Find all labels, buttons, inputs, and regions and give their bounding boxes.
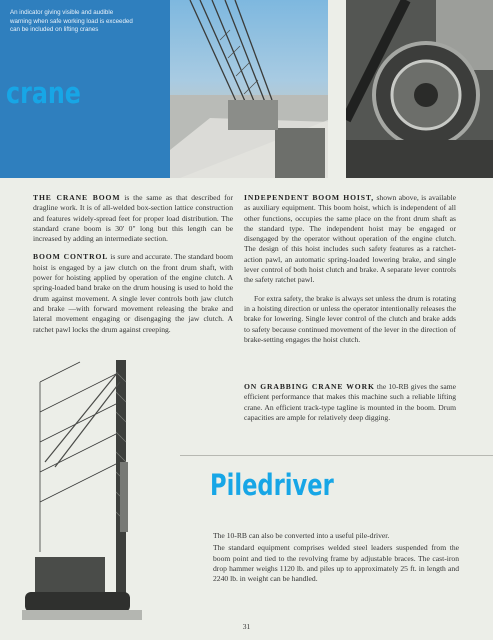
body-extra-safety: For extra safety, the brake is always set unless the drum is rotating in a hoisting direction or unless the operator intentionally releases the brake for lowering. Single lever control of the clutch and brake adds to safety because continued movement of the lever in the direction of brake-setting engages the hoist clutch. xyxy=(244,293,456,344)
lead-boom-control: BOOM CONTROL xyxy=(33,252,109,262)
page-number: 31 xyxy=(242,622,251,631)
body-boom-control: is sure and accurate. The standard boom hoist is engaged by a jaw clutch on the front drum shaft, with power for hoisting applied by operation of the engine clutch. A spring-loaded band brake on the drum housing is used to hold the drum against movement. A single lever controls both jaw clutch and brake —with forward movement releasing the brake and lateral movement engaging or disengaging the jaw clutch. A ratchet pawl locks the drum against creeping. xyxy=(33,252,233,334)
right-column-lower xyxy=(244,382,456,431)
paragraph-crane-boom xyxy=(33,193,233,244)
piledriver-body: The standard equipment comprises welded steel leaders suspended from the boom point and tied to the revolving frame by adjustable braces. The cast-iron drop hammer weighs 1120 lb. and piles up to approximately 25 ft. in length and 2240 lb. in weight can be handled. xyxy=(213,543,459,584)
section-divider xyxy=(170,455,493,456)
piledriver-intro: The 10-RB can also be converted into a useful pile-driver. xyxy=(213,531,390,540)
lead-independent-hoist: INDEPENDENT BOOM HOIST, xyxy=(244,193,375,202)
piledriver-title: Piledriver xyxy=(210,468,334,502)
left-column xyxy=(33,193,233,343)
paragraph-extra-safety xyxy=(244,294,456,345)
lead-grabbing-crane: ON GRABBING CRANE WORK xyxy=(244,382,375,391)
body-crane-boom: is the same as that described for dragline work. It is of all-welded box-section lattice construction and features widely-spread feet for proper load distribution. The standard crane boom is 30' 0" long but this length can be increased by adding an intermediate section. xyxy=(33,193,233,244)
caption-line: An indicator giving visible and audible xyxy=(10,9,114,16)
paragraph-independent-hoist xyxy=(244,193,456,286)
right-column xyxy=(244,193,456,353)
caption-panel xyxy=(0,0,175,178)
paragraph-grabbing-crane xyxy=(244,382,456,423)
caption-line: can be included on lifting cranes xyxy=(10,26,99,34)
piledriver-crane-photo xyxy=(20,352,180,630)
caption-line: warning when safe working load is exceeded xyxy=(10,17,133,25)
crane-title: crane xyxy=(6,76,81,110)
caption xyxy=(10,9,170,35)
independent-boom-hoist-photo xyxy=(346,0,493,178)
body-grabbing-crane: the 10-RB gives the same efficient performance that makes this machine such a reliable lifting crane. An efficient track-type tagline is mounted in the boom. Drum capacities are ample for relatively deep digging. xyxy=(244,382,456,422)
crane-lattice-boom-photo xyxy=(170,0,328,178)
piledriver-column xyxy=(213,531,459,592)
body-independent-hoist: shown above, is available as auxiliary equipment. This boom hoist, which is independent of all other functions, occupies the same place on the front drum shaft as the standard type. The independent hoist may be engaged or disengaged by the operator without operation of the engine clutch. The design of this hoist includes such safety features as a ratchet-action pawl, an automatic spring-loaded lowering brake, and single lever control of both hoist clutch and brake. A separate lever controls the safety ratchet pawl. xyxy=(244,193,456,285)
lead-crane-boom: THE CRANE BOOM xyxy=(33,193,121,202)
paragraph-boom-control xyxy=(33,252,233,334)
